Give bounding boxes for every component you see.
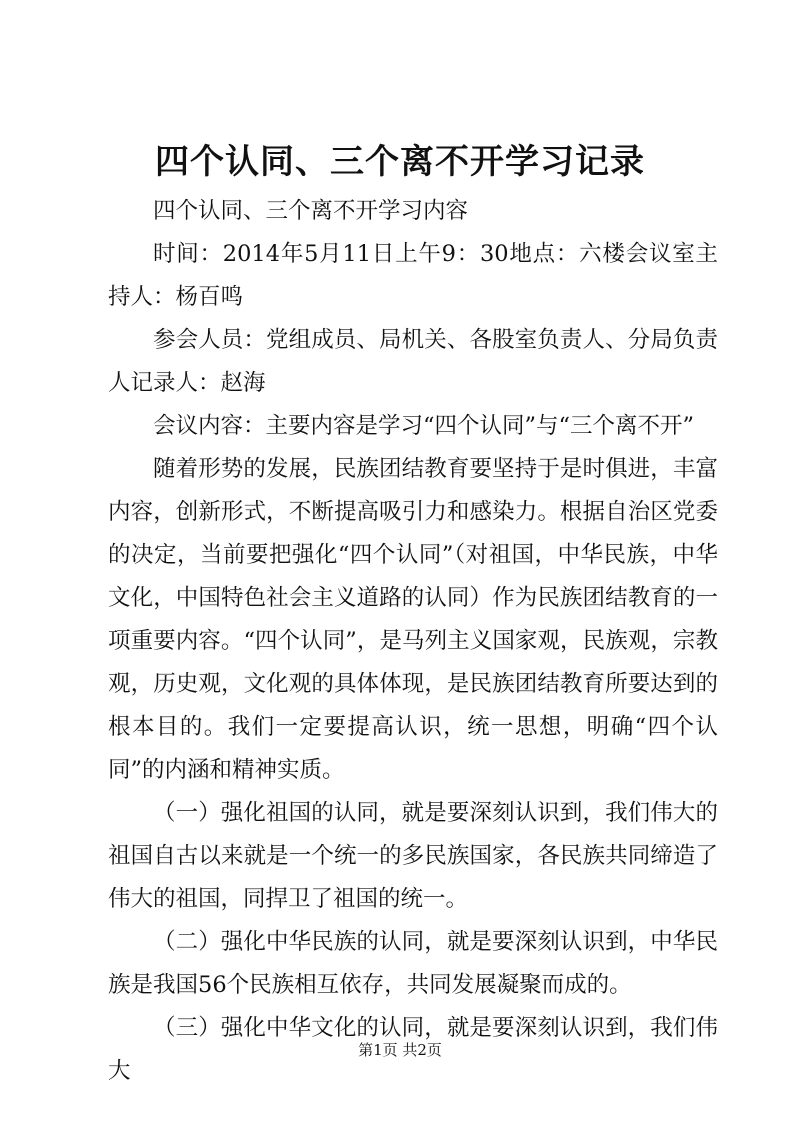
body-paragraph: （二）强化中华民族的认同，就是要深刻认识到，中华民族是我国56个民族相互依存，共同发展凝聚而成的。 (108, 929, 718, 998)
attendees-paragraph: 参会人员：党组成员、局机关、各股室负责人、分局负责人记录人：赵海 (108, 327, 718, 396)
body-paragraph: （一）强化祖国的认同，就是要深刻认识到，我们伟大的祖国自古以来就是一个统一的多民族国家，各民族共同缔造了伟大的祖国，同捍卫了祖国的统一。 (108, 800, 718, 912)
body-paragraph: （三）强化中华文化的认同，就是要深刻认识到，我们伟大 (108, 1015, 718, 1084)
body-paragraph: 随着形势的发展，民族团结教育要坚持于是时俱进，丰富内容，创新形式，不断提高吸引力和感染力。根据自治区党委的决定，当前要把强化“四个认同”（对祖国，中华民族，中华文化，中国特色社会主义道路的认同）作为民族团结教育的一项重要内容。“四个认同”，是马列主义国家观，民族观，宗教观，历史观，文化观的具体体现，是民族团结教育所要达到的根本目的。我们一定要提高认识，统一思想，明确“四个认同”的内涵和精神实质。 (108, 456, 718, 783)
meeting-content-paragraph: 会议内容：主要内容是学习“四个认同”与“三个离不开” (153, 413, 695, 439)
subtitle-paragraph: 四个认同、三个离不开学习内容 (153, 198, 469, 224)
document-title: 四个认同、三个离不开学习记录 (155, 142, 645, 182)
document-body (108, 190, 718, 1093)
page-number-footer: 第1页 共2页 (358, 1041, 442, 1059)
meeting-time-paragraph: 时间：2014年5月11日上午9：30地点：六楼会议室主持人：杨百鸣 (108, 241, 718, 310)
